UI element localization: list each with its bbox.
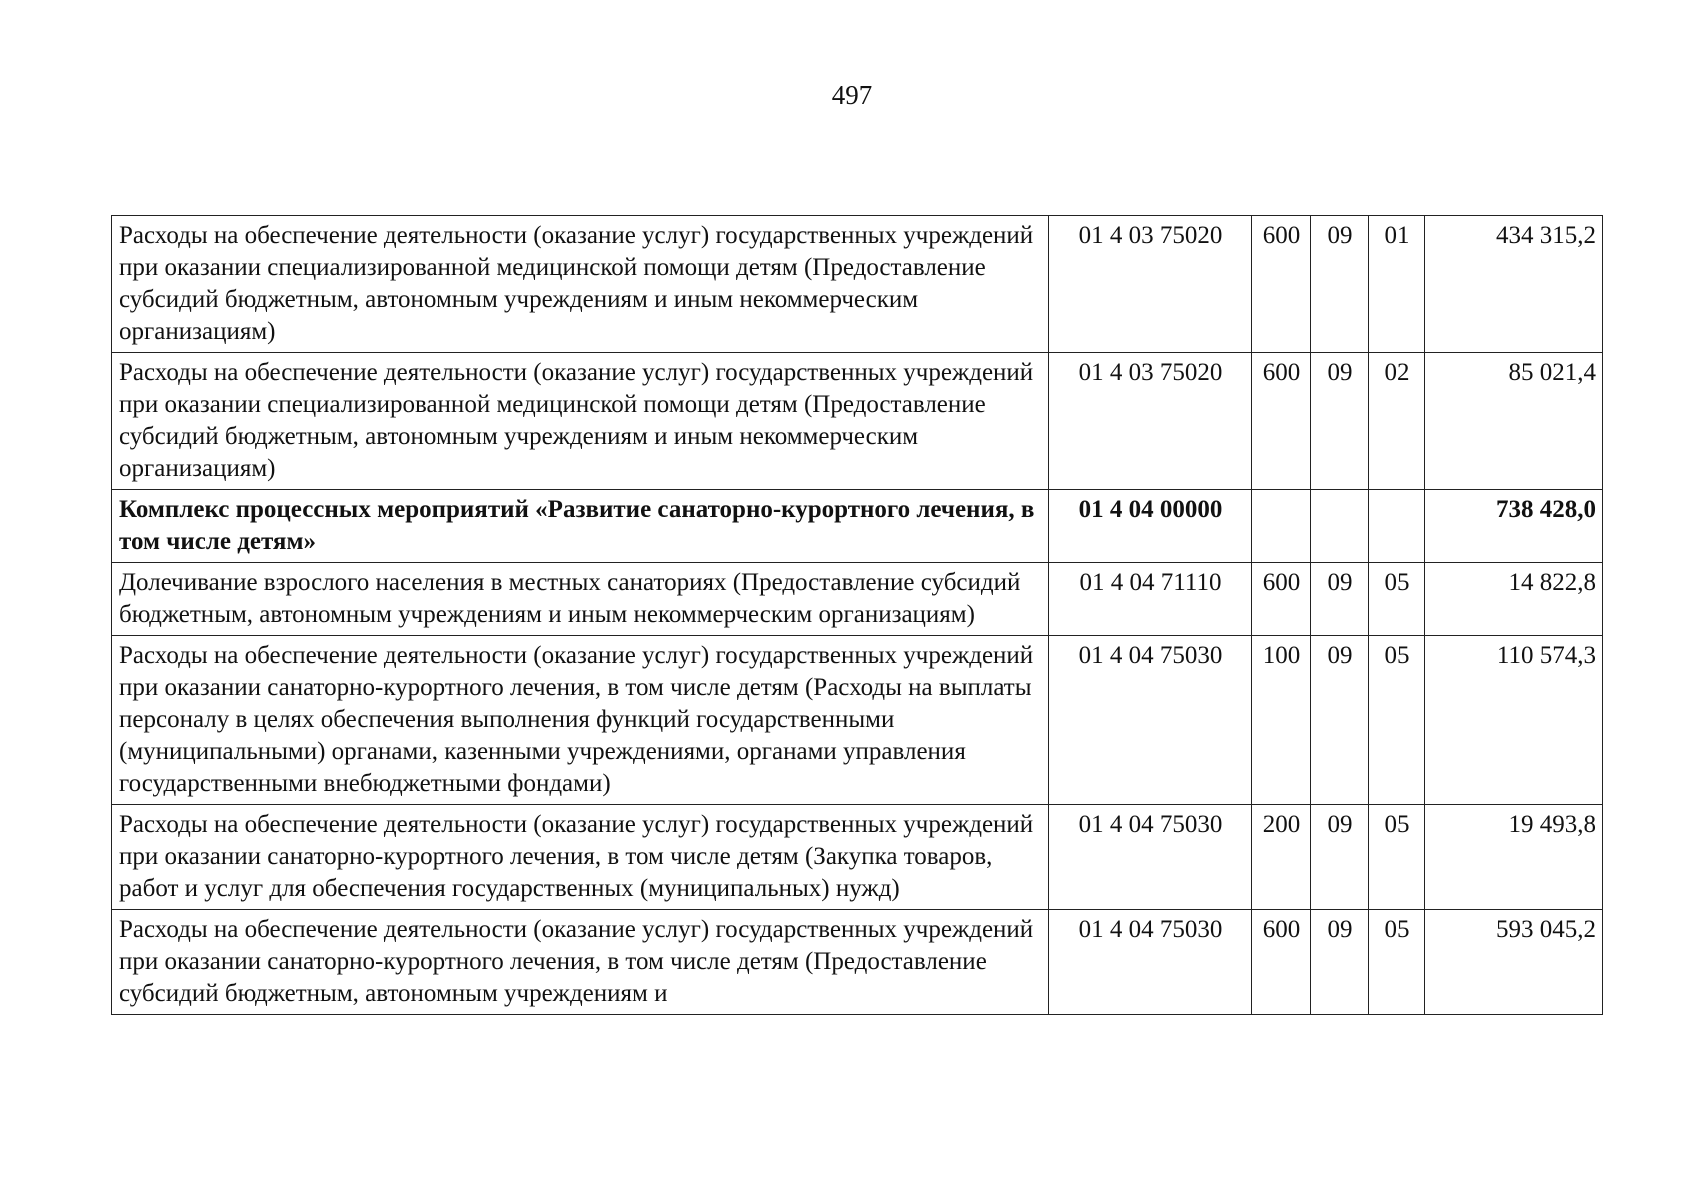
row-section: 09 <box>1311 563 1369 636</box>
row-name: Расходы на обеспечение деятельности (оказание услуг) государственных учреждений при оказании специализированной медицинской помощи детям (Предоставление субсидий бюджетным, автономным учреждениям и иным некоммерческим организациям) <box>112 216 1049 353</box>
row-amount: 85 021,4 <box>1425 353 1603 490</box>
row-code: 01 4 04 00000 <box>1049 490 1252 563</box>
row-expense-type: 600 <box>1252 910 1311 1015</box>
row-section: 09 <box>1311 216 1369 353</box>
row-expense-type: 200 <box>1252 805 1311 910</box>
row-amount: 434 315,2 <box>1425 216 1603 353</box>
row-section: 09 <box>1311 636 1369 805</box>
row-amount: 14 822,8 <box>1425 563 1603 636</box>
table-row <box>112 353 1603 490</box>
row-subsection: 02 <box>1369 353 1425 490</box>
row-name: Комплекс процессных мероприятий «Развитие санаторно-курортного лечения, в том числе детям» <box>112 490 1049 563</box>
table-row <box>112 563 1603 636</box>
table-row <box>112 910 1603 1015</box>
row-subsection: 05 <box>1369 563 1425 636</box>
row-code: 01 4 03 75020 <box>1049 353 1252 490</box>
table-row <box>112 490 1603 563</box>
row-amount: 593 045,2 <box>1425 910 1603 1015</box>
row-subsection: 05 <box>1369 805 1425 910</box>
row-name: Расходы на обеспечение деятельности (оказание услуг) государственных учреждений при оказании санаторно-курортного лечения, в том числе детям (Предоставление субсидий бюджетным, автономным учреждениям и <box>112 910 1049 1015</box>
row-section: 09 <box>1311 353 1369 490</box>
row-expense-type <box>1252 490 1311 563</box>
budget-table <box>111 215 1603 1015</box>
row-expense-type: 600 <box>1252 216 1311 353</box>
row-subsection <box>1369 490 1425 563</box>
table-row <box>112 636 1603 805</box>
row-amount: 738 428,0 <box>1425 490 1603 563</box>
row-code: 01 4 04 75030 <box>1049 805 1252 910</box>
row-amount: 110 574,3 <box>1425 636 1603 805</box>
budget-table-body <box>112 216 1603 1015</box>
row-subsection: 05 <box>1369 910 1425 1015</box>
row-subsection: 05 <box>1369 636 1425 805</box>
row-name: Расходы на обеспечение деятельности (оказание услуг) государственных учреждений при оказании санаторно-курортного лечения, в том числе детям (Закупка товаров, работ и услуг для обеспечения государственных (муниципальных) нужд) <box>112 805 1049 910</box>
table-row <box>112 805 1603 910</box>
row-amount: 19 493,8 <box>1425 805 1603 910</box>
row-expense-type: 100 <box>1252 636 1311 805</box>
row-code: 01 4 03 75020 <box>1049 216 1252 353</box>
row-expense-type: 600 <box>1252 353 1311 490</box>
row-name: Расходы на обеспечение деятельности (оказание услуг) государственных учреждений при оказании специализированной медицинской помощи детям (Предоставление субсидий бюджетным, автономным учреждениям и иным некоммерческим организациям) <box>112 353 1049 490</box>
row-section: 09 <box>1311 805 1369 910</box>
page-number: 497 <box>831 80 873 110</box>
row-code: 01 4 04 75030 <box>1049 910 1252 1015</box>
table-row <box>112 216 1603 353</box>
row-section: 09 <box>1311 910 1369 1015</box>
row-expense-type: 600 <box>1252 563 1311 636</box>
row-code: 01 4 04 75030 <box>1049 636 1252 805</box>
row-section <box>1311 490 1369 563</box>
row-name: Долечивание взрослого населения в местных санаториях (Предоставление субсидий бюджетным, автономным учреждениям и иным некоммерческим организациям) <box>112 563 1049 636</box>
row-code: 01 4 04 71110 <box>1049 563 1252 636</box>
row-subsection: 01 <box>1369 216 1425 353</box>
row-name: Расходы на обеспечение деятельности (оказание услуг) государственных учреждений при оказании санаторно-курортного лечения, в том числе детям (Расходы на выплаты персоналу в целях обеспечения выполнения функций государственными (муниципальными) органами, казенными учреждениями, органами управления государственными внебюджетными фондами) <box>112 636 1049 805</box>
